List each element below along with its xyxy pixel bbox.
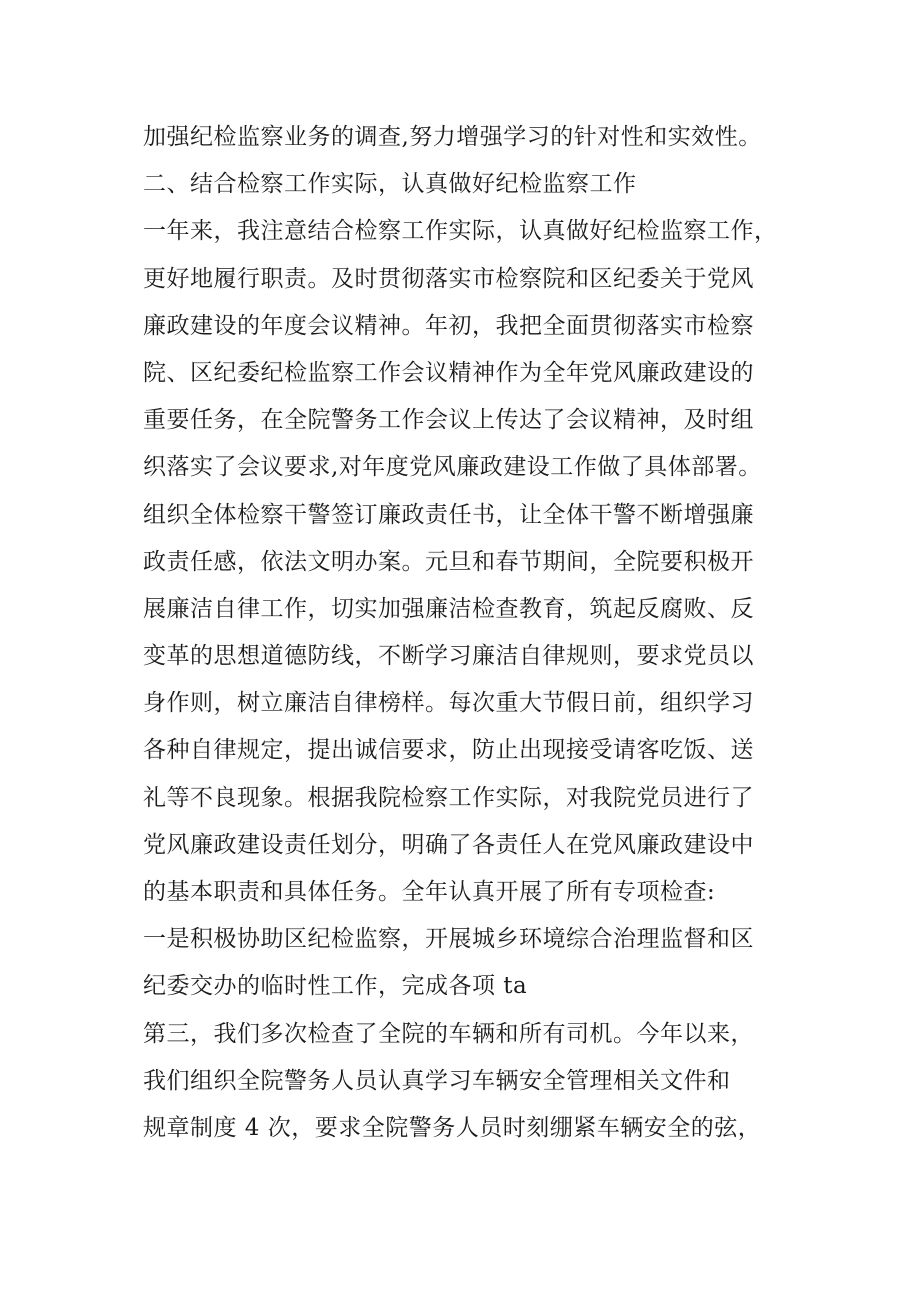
text-line-9: 组织全体检察干警签订廉政责任书，让全体干警不断增强廉 <box>143 501 754 528</box>
text-line-11: 展廉洁自律工作，切实加强廉洁检查教育，筑起反腐败、反 <box>143 595 754 622</box>
text-line-5: 廉政建设的年度会议精神。年初，我把全面贯彻落实市检察 <box>143 312 754 339</box>
text-line-1: 加强纪检监察业务的调查,努力增强学习的针对性和实效性。 <box>143 124 762 150</box>
text-line-18: 一是积极协助区纪检监察，开展城乡环境综合治理监督和区 <box>143 926 754 953</box>
text-line-6: 院、区纪委纪检监察工作会议精神作为全年党风廉政建设的 <box>143 359 754 386</box>
text-line-14: 各种自律规定，提出诚信要求，防止出现接受请客吃饭、送 <box>143 737 754 764</box>
text-line-10: 政责任感，依法文明办案。元旦和春节期间，全院要积极开 <box>143 548 754 575</box>
text-line-17: 的基本职责和具体任务。全年认真开展了所有专项检查: <box>143 879 716 905</box>
text-line-13: 身作则，树立廉洁自律榜样。每次重大节假日前，组织学习 <box>143 690 754 717</box>
text-line-16: 党风廉政建设责任划分，明确了各责任人在党风廉政建设中 <box>143 831 754 858</box>
text-line-20: 第三，我们多次检查了全院的车辆和所有司机。今年以来， <box>143 1020 754 1047</box>
text-line-7: 重要任务，在全院警务工作会议上传达了会议精神，及时组 <box>143 407 754 434</box>
text-line-2: 二、结合检察工作实际，认真做好纪检监察工作 <box>143 171 637 198</box>
text-line-12: 变革的思想道德防线，不断学习廉洁自律规则，要求党员以 <box>143 643 754 670</box>
text-line-19: 纪委交办的临时性工作，完成各项 ta <box>143 973 528 1000</box>
text-line-21: 我们组织全院警务人员认真学习车辆安全管理相关文件和 <box>143 1067 731 1094</box>
text-line-3: 一年来，我注意结合检察工作实际，认真做好纪检监察工作， <box>143 218 778 245</box>
document-body <box>143 114 843 1152</box>
text-line-4: 更好地履行职责。及时贯彻落实市检察院和区纪委关于党风 <box>143 265 754 292</box>
text-line-22: 规章制度 4 次，要求全院警务人员时刻绷紧车辆安全的弦， <box>143 1114 762 1141</box>
text-line-8: 织落实了会议要求,对年度党风廉政建设工作做了具体部署。 <box>143 454 762 481</box>
text-line-15: 礼等不良现象。根据我院检察工作实际，对我院党员进行了 <box>143 784 754 811</box>
